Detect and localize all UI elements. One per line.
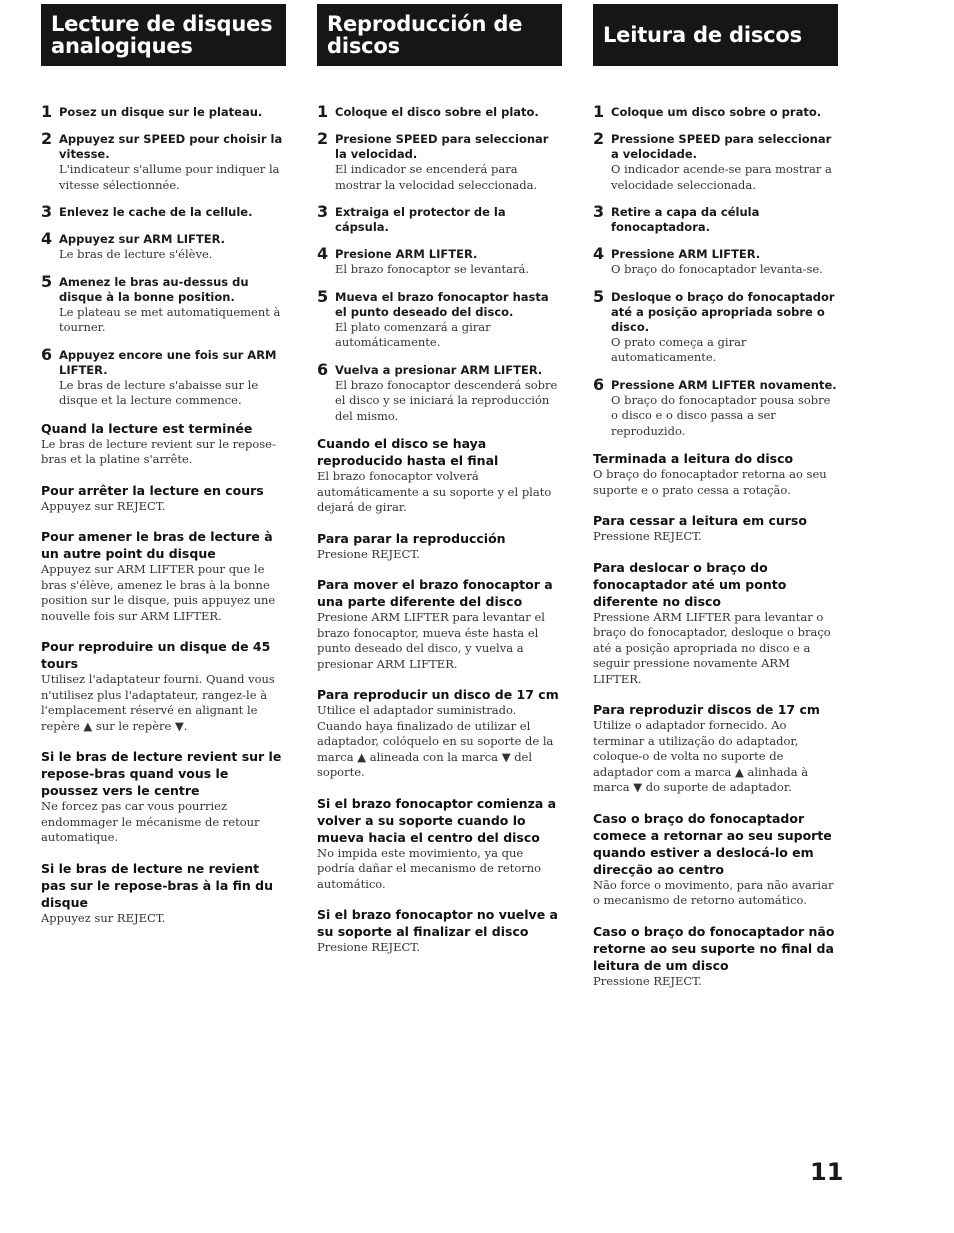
info-section <box>317 576 562 672</box>
section-text: Appuyez sur REJECT. <box>41 498 166 513</box>
step-description: El brazo fonocaptor descenderá sobre el disco y se iniciará la reproducción del mismo. <box>335 377 558 423</box>
info-section <box>593 701 838 796</box>
step-title: Coloque um disco sobre o prato. <box>611 105 822 119</box>
step-number: 3 <box>41 202 53 221</box>
section-heading: Si el brazo fonocaptor no vuelve a su soporte al finalizar el disco <box>317 907 558 939</box>
section-text: Pressione REJECT. <box>593 529 702 543</box>
step-item <box>41 231 286 263</box>
step-title: Desloque o braço do fonocaptador até a posição apropriada sobre o disco. <box>611 289 835 334</box>
info-section <box>317 795 562 893</box>
step-list <box>41 104 286 409</box>
info-section <box>41 860 286 927</box>
step-description: O braço do fonocaptador levanta-se. <box>611 262 823 276</box>
step-item <box>593 104 838 120</box>
section-text: Utilisez l'adaptateur fourni. Quand vous n'utilisez plus l'adaptateur, rangez-le à l'emplacement réservé en alignant le repère ▲ sur le repère ▼. <box>41 672 275 733</box>
step-description: El indicador se encenderá para mostrar la velocidad seleccionada. <box>335 162 538 192</box>
step-title: Enlevez le cache de la cellule. <box>59 205 253 219</box>
step-item <box>317 104 562 120</box>
header-title-line: discos <box>327 34 400 58</box>
section-text: Presione REJECT. <box>317 940 420 954</box>
step-item <box>593 131 838 193</box>
info-section <box>593 559 838 688</box>
info-section <box>317 530 562 563</box>
info-section <box>593 450 838 498</box>
section-heading: Si le bras de lecture revient sur le repose-bras quand vous le poussez vers le centre <box>41 749 282 798</box>
step-title: Mueva el brazo fonocaptor hasta el punto deseado del disco. <box>335 289 549 319</box>
info-section <box>317 906 562 956</box>
section-heading: Para mover el brazo fonocaptor a una parte diferente del disco <box>317 577 553 609</box>
section-heading: Quand la lecture est terminée <box>41 420 253 436</box>
info-section <box>41 528 286 624</box>
step-number: 2 <box>593 129 605 148</box>
section-header-banner <box>593 4 838 66</box>
section-text: El brazo fonocaptor volverá automáticamente a su soporte y el plato dejará de girar. <box>317 469 552 514</box>
info-section <box>41 420 286 468</box>
column-french <box>41 4 286 940</box>
step-item <box>317 246 562 278</box>
step-item <box>41 271 286 336</box>
step-title: Appuyez encore une fois sur ARM LIFTER. <box>59 347 277 377</box>
section-list <box>317 435 562 956</box>
section-text: Não force o movimento, para não avariar o mecanismo de retorno automático. <box>593 877 834 907</box>
step-item <box>317 131 562 193</box>
section-heading: Caso o braço do fonocaptador não retorne ao seu suporte no final da leitura de um disco <box>593 923 835 973</box>
step-item <box>41 131 286 193</box>
step-number: 5 <box>41 271 53 291</box>
section-heading: Si el brazo fonocaptor comienza a volver a su soporte cuando lo mueva hacia el centro del disco <box>317 795 557 845</box>
step-item <box>41 344 286 409</box>
step-description: L'indicateur s'allume pour indiquer la vitesse sélectionnée. <box>59 162 280 192</box>
section-heading: Si le bras de lecture ne revient pas sur le repose-bras à la fin du disque <box>41 860 273 910</box>
step-number: 1 <box>317 102 329 121</box>
step-description: El plato comenzará a girar automáticamente. <box>335 319 491 349</box>
step-item <box>593 204 838 235</box>
step-description: O indicador acende-se para mostrar a velocidade seleccionada. <box>611 162 832 192</box>
header-title-line: analogiques <box>51 34 193 58</box>
section-heading: Terminada a leitura do disco <box>593 451 794 466</box>
section-text: Ne forcez pas car vous pourriez endommager le mécanisme de retour automatique. <box>41 799 260 844</box>
step-title: Appuyez sur ARM LIFTER. <box>59 232 226 246</box>
section-text: Appuyez sur ARM LIFTER pour que le bras s'élève, amenez le bras à la bonne position sur le disque, puis appuyez une nouvelle fois sur ARM LIFTER. <box>41 562 276 623</box>
section-heading: Para deslocar o braço do fonocaptador até um ponto diferente no disco <box>593 559 787 609</box>
step-description: Le bras de lecture s'élève. <box>59 247 213 261</box>
step-title: Vuelva a presionar ARM LIFTER. <box>335 362 543 377</box>
section-heading: Pour amener le bras de lecture à un autre point du disque <box>41 529 273 561</box>
info-section <box>317 435 562 516</box>
step-title: Presione SPEED para seleccionar la velocidad. <box>335 132 549 161</box>
step-title: Retire a capa da célula fonocaptadora. <box>611 205 760 234</box>
step-number: 3 <box>593 202 605 221</box>
step-description: O braço do fonocaptador pousa sobre o disco e o disco passa a ser reproduzido. <box>611 392 831 438</box>
step-title: Coloque el disco sobre el plato. <box>335 105 539 119</box>
step-number: 2 <box>41 129 53 148</box>
step-description: El brazo fonocaptor se levantará. <box>335 262 530 276</box>
step-title: Amenez le bras au-dessus du disque à la bonne position. <box>59 274 249 304</box>
step-number: 3 <box>317 202 329 221</box>
step-title: Appuyez sur SPEED pour choisir la vitesse. <box>59 132 283 161</box>
section-heading: Para reproduzir discos de 17 cm <box>593 702 820 717</box>
page-number: 11 <box>810 1158 844 1186</box>
step-list <box>593 104 838 439</box>
step-item <box>593 286 838 366</box>
section-text: No impida este movimiento, ya que podría dañar el mecanismo de retorno automático. <box>317 845 542 891</box>
section-list <box>41 420 286 927</box>
header-title-line: Reproducción de <box>327 12 523 36</box>
step-number: 1 <box>41 102 53 121</box>
section-text: Pressione ARM LIFTER para levantar o braço do fonocaptador, desloque o braço até a posição apropriada no disco e a seguir pressione novamente ARM LIFTER. <box>593 609 831 686</box>
header-title-line: Lecture de disques <box>51 12 273 36</box>
section-text: Utilize o adaptador fornecido. Ao terminar a utilização do adaptador, coloque-o de volta no suporte de adaptador com a marca ▲ alinhada à marca ▼ do suporte de adaptador. <box>593 718 809 794</box>
step-item <box>317 359 562 425</box>
section-heading: Para cessar a leitura em curso <box>593 513 807 528</box>
info-section <box>593 810 838 909</box>
section-header-banner <box>317 4 562 66</box>
info-section <box>593 512 838 545</box>
section-heading: Caso o braço do fonocaptador comece a retornar ao seu suporte quando estiver a deslocá-lo em direcção ao centro <box>593 810 832 877</box>
section-text: Presione REJECT. <box>317 546 420 561</box>
step-title: Pressione ARM LIFTER. <box>611 247 761 261</box>
step-item <box>41 104 286 120</box>
column-spanish <box>317 4 562 970</box>
step-number: 2 <box>317 129 329 148</box>
step-list <box>317 104 562 424</box>
column-portuguese <box>593 4 838 1003</box>
step-item <box>317 204 562 235</box>
step-item <box>41 204 286 220</box>
step-description: Le bras de lecture s'abaisse sur le disque et la lecture commence. <box>59 377 259 407</box>
step-number: 1 <box>593 102 605 121</box>
step-title: Posez un disque sur le plateau. <box>59 105 263 119</box>
section-text: Presione ARM LIFTER para levantar el brazo fonocaptor, mueva éste hasta el punto deseado del disco, y vuelva a presionar ARM LIFTER. <box>317 610 545 671</box>
info-section <box>317 686 562 781</box>
step-description: Le plateau se met automatiquement à tourner. <box>59 304 281 334</box>
section-heading: Pour reproduire un disque de 45 tours <box>41 639 271 671</box>
step-number: 6 <box>317 359 329 379</box>
step-title: Presione ARM LIFTER. <box>335 247 478 261</box>
step-title: Pressione ARM LIFTER novamente. <box>611 377 837 392</box>
step-title: Pressione SPEED para seleccionar a velocidade. <box>611 132 832 161</box>
step-title: Extraiga el protector de la cápsula. <box>335 205 506 234</box>
header-title-line: Leitura de discos <box>603 23 802 47</box>
step-number: 5 <box>593 286 605 306</box>
section-heading: Cuando el disco se haya reproducido hasta el final <box>317 436 499 468</box>
step-number: 4 <box>593 244 605 263</box>
step-item <box>593 374 838 440</box>
step-description: O prato começa a girar automaticamente. <box>611 334 747 364</box>
step-number: 4 <box>317 244 329 263</box>
info-section <box>41 638 286 734</box>
step-number: 4 <box>41 229 53 248</box>
section-heading: Para parar la reproducción <box>317 530 506 546</box>
info-section <box>41 482 286 515</box>
section-text: Pressione REJECT. <box>593 973 702 988</box>
info-section <box>41 748 286 846</box>
section-header-banner <box>41 4 286 66</box>
section-text: O braço do fonocaptador retorna ao seu suporte e o prato cessa a rotação. <box>593 467 827 497</box>
step-number: 5 <box>317 286 329 306</box>
section-list <box>593 450 838 989</box>
section-text: Le bras de lecture revient sur le repose-bras et la platine s'arrête. <box>41 436 276 466</box>
section-text: Appuyez sur REJECT. <box>41 910 166 925</box>
section-text: Utilice el adaptador suministrado. Cuando haya finalizado de utilizar el adaptador, colóquelo en su soporte de la marca ▲ alineada con la marca ▼ del soporte. <box>317 703 554 779</box>
step-number: 6 <box>41 344 53 364</box>
step-item <box>593 246 838 278</box>
step-item <box>317 286 562 351</box>
info-section <box>593 923 838 990</box>
section-heading: Pour arrêter la lecture en cours <box>41 482 264 498</box>
section-heading: Para reproducir un disco de 17 cm <box>317 687 559 702</box>
step-number: 6 <box>593 374 605 394</box>
